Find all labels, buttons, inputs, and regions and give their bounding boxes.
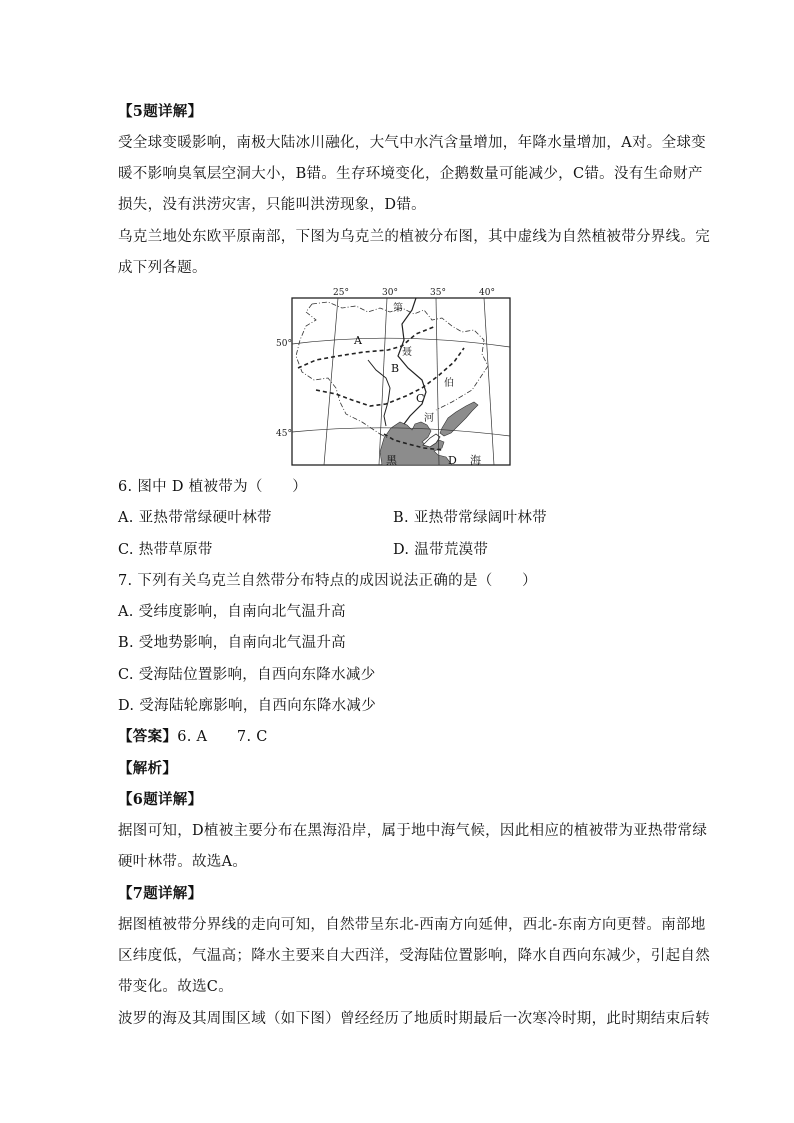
longitude-label: 30° [382,288,398,298]
q5-detail-heading: 【5题详解】 [118,103,203,120]
river-label-char: 伯 [444,378,454,389]
sea-label-char: 海 [470,454,481,467]
q7-option-a: A. 受纬度影响，自南向北气温升高 [118,604,346,620]
q7-option-d: D. 受海陆轮廓影响，自西向东降水减少 [118,698,377,714]
q7-detail-heading: 【7题详解】 [118,885,203,902]
longitude-label: 25° [333,288,349,298]
river-label-char: 第 [393,303,403,314]
region-label-a: A [354,334,362,347]
q6-option-c: C. 热带草原带 [118,542,213,558]
river-label-char: 河 [424,413,434,424]
q7-detail-line-3: 带变化。故选C。 [118,979,233,995]
intro-line-2: 成下列各题。 [118,260,207,276]
longitude-label: 40° [479,288,495,298]
q6-stem: 6. 图中 D 植被带为（ ） [118,479,308,495]
river-label-char: 聂 [402,347,412,358]
answer-line [118,727,268,747]
answer-value: 6. A 7. C [177,729,268,745]
q7-detail-line-2: 区纬度低，气温高；降水主要来自大西洋，受海陆位置影响，降水自西向东减少，引起自然 [118,948,710,964]
intro-line-1: 乌克兰地处东欧平原南部，下图为乌克兰的植被分布图，其中虚线为自然植被带分界线。完 [118,229,710,245]
q6-option-b: B. 亚热带常绿阔叶林带 [393,510,547,526]
sea-label-char: 黑 [386,454,397,467]
q6-option-a: A. 亚热带常绿硬叶林带 [118,510,272,526]
ukraine-vegetation-map [276,284,520,468]
next-intro-line: 波罗的海及其周围区域（如下图）曾经经历了地质时期最后一次寒冷时期，此时期结束后转 [118,1011,710,1027]
latitude-label: 50° [276,339,292,349]
region-label-d: D [448,454,457,467]
analysis-label: 【解析】 [118,760,178,777]
q7-option-c: C. 受海陆位置影响，自西向东降水减少 [118,667,376,683]
latitude-label: 45° [276,429,292,439]
q6-detail-line-2: 硬叶林带。故选A。 [118,854,248,870]
q7-stem: 7. 下列有关乌克兰自然带分布特点的成因说法正确的是（ ） [118,573,537,589]
q5-detail-line-3: 损失，没有洪涝灾害，只能叫洪涝现象，D错。 [118,197,426,213]
q7-detail-line-1: 据图植被带分界线的走向可知，自然带呈东北-西南方向延伸，西北-东南方向更替。南部地 [118,917,706,933]
q7-option-b: B. 受地势影响，自南向北气温升高 [118,635,346,651]
q6-detail-heading: 【6题详解】 [118,791,203,808]
region-label-b: B [391,362,400,375]
q5-detail-line-2: 暖不影响臭氧层空洞大小，B错。生存环境变化，企鹅数量可能减少，C错。没有生命财产 [118,166,703,182]
answer-label: 【答案】 [118,728,178,745]
q6-option-d: D. 温带荒漠带 [393,542,489,558]
q6-detail-line-1: 据图可知，D植被主要分布在黑海沿岸，属于地中海气候，因此相应的植被带为亚热带常绿 [118,823,708,839]
region-label-c: C [416,392,425,405]
q5-detail-line-1: 受全球变暖影响，南极大陆冰川融化，大气中水汽含量增加，年降水量增加，A对。全球变 [118,135,706,151]
longitude-label: 35° [430,288,446,298]
